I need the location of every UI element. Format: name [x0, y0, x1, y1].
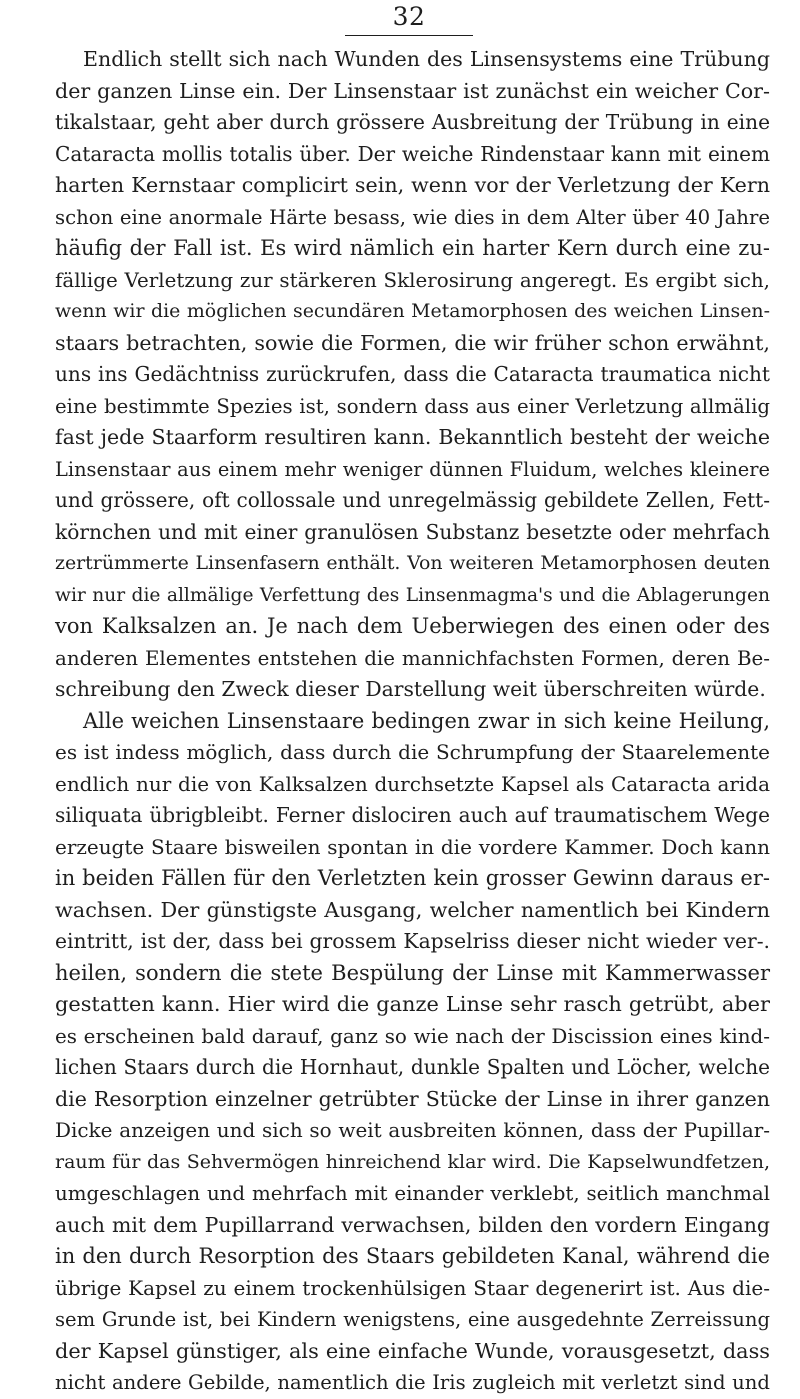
text-line: uns ins Gedächtniss zurückrufen, dass die Cataracta traumatica nicht [55, 362, 770, 386]
text-line: harten Kernstaar complicirt sein, wenn vor der Verletzung der Kern [55, 173, 770, 197]
text-line: eintritt, ist der, dass bei grossem Kapselriss dieser nicht wieder ver-. [55, 929, 770, 953]
text-line: nicht andere Gebilde, namentlich die Iris zugleich mit verletzt sind und [55, 1371, 770, 1394]
text-line: es erscheinen bald darauf, ganz so wie nach der Discission eines kind- [55, 1024, 770, 1048]
text-line: gestatten kann. Hier wird die ganze Linse sehr rasch getrübt, aber [55, 992, 770, 1016]
text-line: raum für das Sehvermögen hinreichend klar wird. Die Kapselwundfetzen, [55, 1150, 770, 1173]
text-line: wir nur die allmälige Verfettung des Linsenmagma's und die Ablagerungen [55, 584, 770, 606]
text-line: wachsen. Der günstigste Ausgang, welcher namentlich bei Kindern [55, 897, 770, 922]
page-number-text: 32 [345, 3, 474, 36]
text-line: der Kapsel günstiger, als eine einfache Wunde, vorausgesetzt, dass [55, 1338, 770, 1363]
text-line: häufig der Fall ist. Es wird nämlich ein harter Kern durch eine zu- [55, 236, 770, 260]
text-line: staars betrachten, sowie die Formen, die wir früher schon erwähnt, [55, 330, 770, 355]
text-line: tikalstaar, geht aber durch grössere Ausbreitung der Trübung in eine [55, 110, 770, 134]
text-line: erzeugte Staare bisweilen spontan in die vordere Kammer. Doch kann [55, 834, 770, 859]
text-line: sem Grunde ist, bei Kindern wenigstens, eine ausgedehnte Zerreissung [55, 1308, 770, 1331]
text-line: Endlich stellt sich nach Wunden des Linsensystems eine Trübung [83, 47, 770, 71]
text-line: zertrümmerte Linsenfasern enthält. Von weiteren Metamorphosen deuten [55, 552, 770, 574]
text-line: fällige Verletzung zur stärkeren Sklerosirung angeregt. Es ergibt sich, [55, 268, 770, 292]
text-line: in beiden Fällen für den Verletzten kein grosser Gewinn daraus er- [55, 866, 770, 890]
text-line: die Resorption einzelner getrübter Stücke der Linse in ihrer ganzen [55, 1086, 770, 1111]
text-line: körnchen und mit einer granulösen Substanz besetzte oder mehrfach [55, 519, 770, 544]
text-line: schreibung den Zweck dieser Darstellung weit überschreiten würde. [55, 677, 766, 701]
text-line: von Kalksalzen an. Je nach dem Ueberwiegen des einen oder des [55, 614, 770, 638]
text-line: lichen Staars durch die Hornhaut, dunkle Spalten und Löcher, welche [55, 1055, 770, 1079]
text-line: Alle weichen Linsenstaare bedingen zwar in sich keine Heilung, [83, 708, 770, 733]
text-line: auch mit dem Pupillarrand verwachsen, bilden den vordern Eingang [55, 1212, 770, 1237]
text-line: eine bestimmte Spezies ist, sondern dass aus einer Verletzung allmälig [55, 394, 770, 418]
text-line: und grössere, oft collossale und unregelmässig gebildete Zellen, Fett- [55, 488, 770, 512]
text-line: in den durch Resorption des Staars gebildeten Kanal, während die [55, 1244, 770, 1268]
text-line: übrige Kapsel zu einem trockenhülsigen Staar degenerirt ist. Aus die- [55, 1275, 770, 1300]
text-line: es ist indess möglich, dass durch die Schrumpfung der Staarelemente [55, 740, 770, 764]
text-line: Cataracta mollis totalis über. Der weiche Rindenstaar kann mit einem [55, 141, 770, 166]
text-line: Dicke anzeigen und sich so weit ausbreiten können, dass der Pupillar- [55, 1118, 770, 1142]
text-line: Linsenstaar aus einem mehr weniger dünnen Fluidum, welches kleinere [55, 457, 770, 481]
text-line: fast jede Staarform resultiren kann. Bekanntlich besteht der weiche [55, 425, 770, 449]
text-line: wenn wir die möglichen secundären Metamorphosen des weichen Linsen- [55, 300, 770, 322]
text-line: anderen Elementes entstehen die mannichfachsten Formen, deren Be- [55, 646, 770, 670]
page-number [0, 2, 800, 36]
text-line: siliquata übrigbleibt. Ferner dislociren auch auf traumatischem Wege [55, 803, 770, 827]
body-text [55, 44, 770, 1399]
text-line: der ganzen Linse ein. Der Linsenstaar ist zunächst ein weicher Cor- [55, 78, 770, 103]
text-line: endlich nur die von Kalksalzen durchsetzte Kapsel als Cataracta arida [55, 771, 770, 796]
text-line: umgeschlagen und mehrfach mit einander verklebt, seitlich manchmal [55, 1182, 770, 1205]
text-line: heilen, sondern die stete Bespülung der Linse mit Kammerwasser [55, 960, 770, 985]
text-line: schon eine anormale Härte besass, wie dies in dem Alter über 40 Jahre [55, 205, 770, 229]
